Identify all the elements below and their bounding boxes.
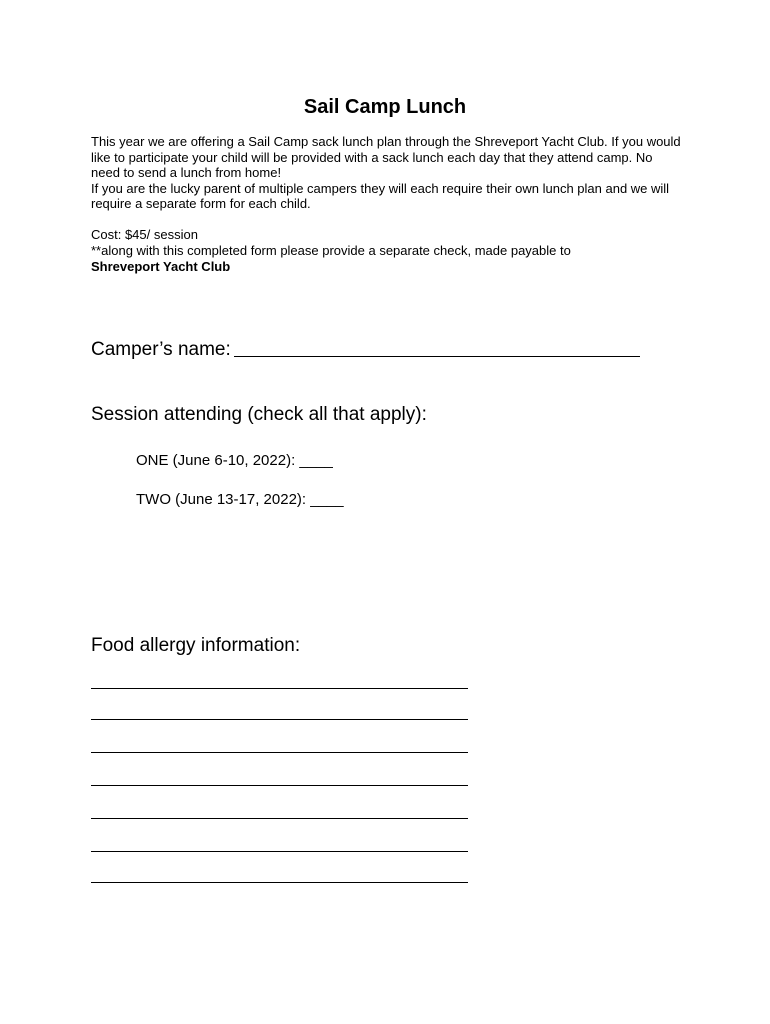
camper-name-field[interactable]	[234, 356, 640, 357]
session-option-one[interactable]: ONE (June 6-10, 2022): ____	[136, 452, 333, 469]
cost-line: Cost: $45/ session	[91, 227, 198, 242]
allergy-line-field[interactable]	[91, 851, 468, 852]
food-allergy-label: Food allergy information:	[91, 635, 301, 656]
intro-text	[91, 134, 681, 212]
allergy-line-field[interactable]	[91, 882, 468, 883]
allergy-line-field[interactable]	[91, 752, 468, 753]
intro-paragraph-1: This year we are offering a Sail Camp sack lunch plan through the Shreveport Yacht Club. If you would like to participate your child will be provided with a sack lunch each day that they attend camp. No need to send a lunch from home!	[91, 134, 681, 180]
page-title: Sail Camp Lunch	[303, 96, 467, 118]
cost-info	[91, 227, 691, 275]
intro-paragraph-2: If you are the lucky parent of multiple campers they will each require their own lunch plan and we will require a separate form for each child.	[91, 180, 670, 211]
allergy-line-field[interactable]	[91, 719, 468, 720]
allergy-line-field[interactable]	[91, 688, 468, 689]
camper-name-label: Camper’s name:	[91, 339, 231, 360]
session-label: Session attending (check all that apply):	[91, 404, 427, 425]
session-option-two[interactable]: TWO (June 13-17, 2022): ____	[136, 491, 344, 508]
payment-note: **along with this completed form please provide a separate check, made payable to	[91, 243, 571, 258]
payee-name: Shreveport Yacht Club	[91, 259, 231, 274]
allergy-line-field[interactable]	[91, 785, 468, 786]
allergy-line-field[interactable]	[91, 818, 468, 819]
